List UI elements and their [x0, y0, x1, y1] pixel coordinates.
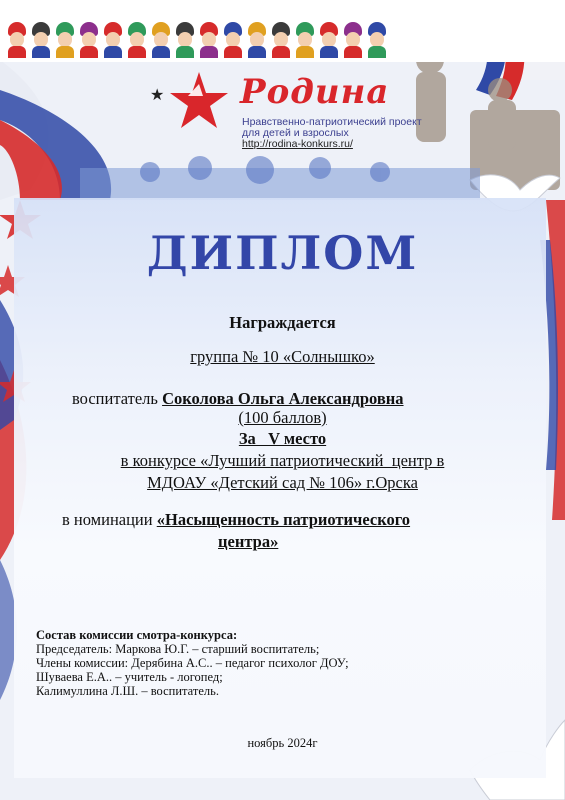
contest-line2: МДОАУ «Детский сад № 106» г.Орска [147, 473, 418, 492]
nomination-line2: центра» [218, 532, 279, 551]
commission-heading: Состав комиссии смотра-конкурса: [36, 628, 238, 642]
children-faces-illustration [6, 22, 388, 60]
commission-member: Члены комиссии: Дерябина А.С.. – педагог психолог ДОУ; [36, 656, 349, 670]
diploma-title: ДИПЛОМ [146, 226, 419, 280]
nomination-line1: «Насыщенность патриотического [156, 510, 411, 529]
brand-url-link[interactable]: http://rodina-konkurs.ru/ [242, 138, 353, 150]
teacher-name: Соколова Ольга Александровна [162, 389, 404, 408]
commission-member: Председатель: Маркова Ю.Г. – старший воспитатель; [36, 642, 320, 656]
commission-member: Шуваева Е.А.. – учитель - логопед; [36, 670, 223, 684]
red-star-logo-icon [168, 70, 230, 132]
score: (100 баллов) [238, 408, 327, 427]
small-star-icon: ★ [150, 87, 165, 104]
header-strip [0, 0, 565, 62]
teacher-line [72, 390, 404, 408]
brand-name: Родина [240, 72, 390, 112]
nomination-line [62, 511, 410, 529]
issue-date: ноябрь 2024г [247, 736, 318, 750]
contest-line1: в конкурсе «Лучший патриотический центр в [120, 451, 445, 470]
commission-member: Калимуллина Л.Ш. – воспитатель. [36, 684, 219, 698]
awarded-label: Награждается [229, 313, 336, 332]
nomination-prefix: в номинации [62, 510, 153, 529]
teacher-prefix: воспитатель [72, 389, 158, 408]
brand-subtitle-line2: для детей и взрослых [242, 127, 349, 139]
place: За V место [238, 429, 327, 448]
brand-subtitle-line1: Нравственно-патриотический проект [242, 116, 422, 128]
group-name: группа № 10 «Солнышко» [190, 347, 375, 366]
